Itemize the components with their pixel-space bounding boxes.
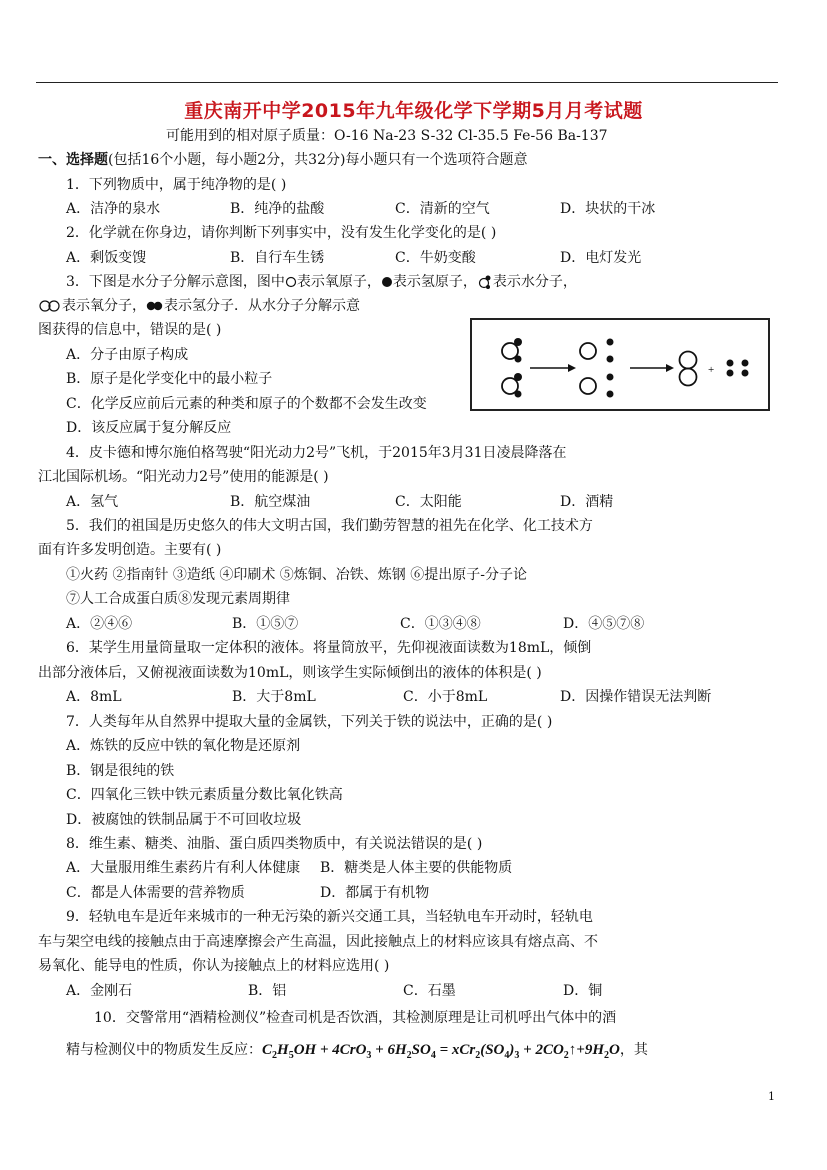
- q5-items-line1: ①火药 ②指南针 ③造纸 ④印刷术 ⑤炼铜、冶铁、炼钢 ⑥提出原子-分子论: [66, 567, 527, 583]
- water-decomposition-figure: [470, 318, 770, 411]
- separated-atoms: [580, 339, 614, 398]
- water-molecule-bottom: [502, 373, 522, 398]
- q6-option-d: D．因操作错误无法判断: [560, 689, 712, 705]
- q8-option-c: C．都是人体需要的营养物质: [66, 885, 245, 901]
- q6-option-c: C．小于8mL: [403, 689, 488, 705]
- q9-option-a: A．金刚石: [66, 983, 133, 999]
- q10-stem-suffix: ，其: [619, 1042, 648, 1058]
- q6-stem: 6．某学生用量筒量取一定体积的液体。将量筒放平，先仰视液面读数为18mL，倾倒: [66, 640, 592, 656]
- q4-stem: 4．皮卡德和博尔施伯格驾驶“阳光动力2号”飞机，于2015年3月31日凌晨降落在: [66, 445, 567, 461]
- section-desc: (包括16个小题，每小题2分，共32分)每小题只有一个选项符合题意: [108, 152, 528, 168]
- q4-option-b: B．航空煤油: [230, 494, 311, 510]
- q2-option-b: B．自行车生锈: [230, 250, 325, 266]
- q7-option-c: C．四氧化三铁中铁元素质量分数比氧化铁高: [66, 787, 343, 803]
- q10-stem-line2: [66, 1040, 648, 1066]
- q3-stem-line3: 图获得的信息中，错误的是( ): [38, 322, 222, 338]
- q3-stem-part1: 3．下图是水分子分解示意图，图中: [66, 274, 285, 290]
- q1-option-c: C．清新的空气: [395, 201, 490, 217]
- hydrogen-molecules: [727, 360, 749, 377]
- q3-option-a: A．分子由原子构成: [66, 347, 189, 363]
- q9-option-c: C．石墨: [403, 983, 456, 999]
- atomic-mass-line: 可能用到的相对原子质量：O-16 Na-23 S-32 Cl-35.5 Fe-56 Ba-137: [166, 128, 608, 144]
- q3-stem-part3: 表示氢原子，: [392, 274, 477, 290]
- q7-stem: 7．人类每年从自然界中提取大量的金属铁，下列关于铁的说法中，正确的是( ): [66, 714, 553, 730]
- q3-stem-line2: [38, 296, 360, 316]
- arrow-2: [630, 364, 674, 372]
- oxygen-molecule-icon: [38, 300, 62, 312]
- water-molecule-top: [502, 338, 522, 363]
- q10-stem: 10．交警常用“酒精检测仪”检查司机是否饮酒，其检测原理是让司机呼出气体中的酒: [94, 1010, 617, 1026]
- q6-option-a: A．8mL: [66, 689, 122, 705]
- q4-option-a: A．氢气: [66, 494, 119, 510]
- q3-option-d: D．该反应属于复分解反应: [66, 420, 232, 436]
- q1-option-b: B．纯净的盐酸: [230, 201, 325, 217]
- q5-stem-line2: 面有许多发明创造。主要有( ): [38, 542, 222, 558]
- q8-option-a: A．大量服用维生素药片有利人体健康: [66, 860, 301, 876]
- q9-stem: 9．轻轨电车是近年来城市的一种无污染的新兴交通工具，当轻轨电车开动时，轻轨电: [66, 909, 593, 925]
- oxygen-atom-icon: [285, 276, 297, 288]
- q3-stem-line2-part1: 表示氧分子，: [62, 298, 146, 314]
- q5-option-d: D．④⑤⑦⑧: [563, 616, 645, 632]
- q6-stem-line2: 出部分液体后，又俯视液面读数为10mL，则该学生实际倾倒出的液体的体积是( ): [38, 665, 542, 681]
- q2-stem: 2．化学就在你身边，请你判断下列事实中，没有发生化学变化的是( ): [66, 225, 497, 241]
- q2-option-d: D．电灯发光: [560, 250, 642, 266]
- q5-items-line2: ⑦人工合成蛋白质⑧发现元素周期律: [66, 591, 290, 607]
- q1-stem: 1．下列物质中，属于纯净物的是( ): [66, 177, 287, 193]
- hydrogen-atom-icon: [381, 276, 393, 288]
- q7-option-b: B．钢是很纯的铁: [66, 763, 175, 779]
- q1-option-d: D．块状的干冰: [560, 201, 656, 217]
- q5-option-b: B．①⑤⑦: [232, 616, 299, 632]
- arrow-1: [530, 364, 576, 372]
- q4-option-d: D．酒精: [560, 494, 614, 510]
- q8-option-d: D．都属于有机物: [320, 885, 430, 901]
- q4-option-c: C．太阳能: [395, 494, 462, 510]
- header-rule: [36, 82, 778, 83]
- q7-option-a: A．炼铁的反应中铁的氧化物是还原剂: [66, 738, 301, 754]
- q2-option-a: A．剩饭变馊: [66, 250, 147, 266]
- q9-option-b: B．铝: [248, 983, 287, 999]
- q1-option-a: A．洁净的泉水: [66, 201, 161, 217]
- q7-option-d: D．被腐蚀的铁制品属于不可回收垃圾: [66, 812, 302, 828]
- q6-option-b: B．大于8mL: [232, 689, 316, 705]
- q5-stem: 5．我们的祖国是历史悠久的伟大文明古国，我们勤劳智慧的祖先在化学、化工技术方: [66, 518, 593, 534]
- section-heading: [38, 150, 527, 170]
- q3-option-c: C．化学反应前后元素的种类和原子的个数都不会发生改变: [66, 396, 427, 412]
- q3-stem-line2-part2: 表示氢分子．从水分子分解示意: [164, 298, 360, 314]
- water-molecule-icon: [477, 275, 493, 289]
- page-title: 重庆南开中学2015年九年级化学下学期5月月考试题: [184, 100, 643, 122]
- page-number: 1: [768, 1090, 775, 1103]
- section-title: 一、选择题: [38, 152, 108, 168]
- oxygen-molecule: [680, 352, 697, 386]
- q5-option-a: A．②④⑥: [66, 616, 133, 632]
- q8-stem: 8．维生素、糖类、油脂、蛋白质四类物质中，有关说法错误的是( ): [66, 836, 483, 852]
- plus-sign: +: [708, 364, 715, 376]
- water-decomposition-diagram: [472, 320, 768, 409]
- q5-option-c: C．①③④⑧: [400, 616, 481, 632]
- chemical-equation: $C_2H_5OH + 4CrO_3 + 6H_2SO_4 = xCr_2(SO_4)_3$ + $2CO_2↑+9H_2O$: [262, 1042, 620, 1061]
- q3-stem-part4: 表示水分子，: [492, 274, 577, 290]
- q8-option-b: B．糖类是人体主要的供能物质: [320, 860, 513, 876]
- q9-stem-line3: 易氧化、能导电的性质，你认为接触点上的材料应选用( ): [38, 958, 390, 974]
- q3-option-b: B．原子是化学变化中的最小粒子: [66, 371, 273, 387]
- q10-stem-prefix: 精与检测仪中的物质发生反应：: [66, 1042, 262, 1058]
- q9-stem-line2: 车与架空电线的接触点由于高速摩擦会产生高温，因此接触点上的材料应该具有熔点高、不: [38, 934, 598, 950]
- q2-option-c: C．牛奶变酸: [395, 250, 476, 266]
- q9-option-d: D．铜: [563, 983, 603, 999]
- q4-stem-line2: 江北国际机场。“阳光动力2号”使用的能源是( ): [38, 469, 329, 485]
- q3-stem: [66, 272, 577, 292]
- q3-stem-part2: 表示氧原子，: [296, 274, 381, 290]
- hydrogen-molecule-icon: [146, 300, 164, 312]
